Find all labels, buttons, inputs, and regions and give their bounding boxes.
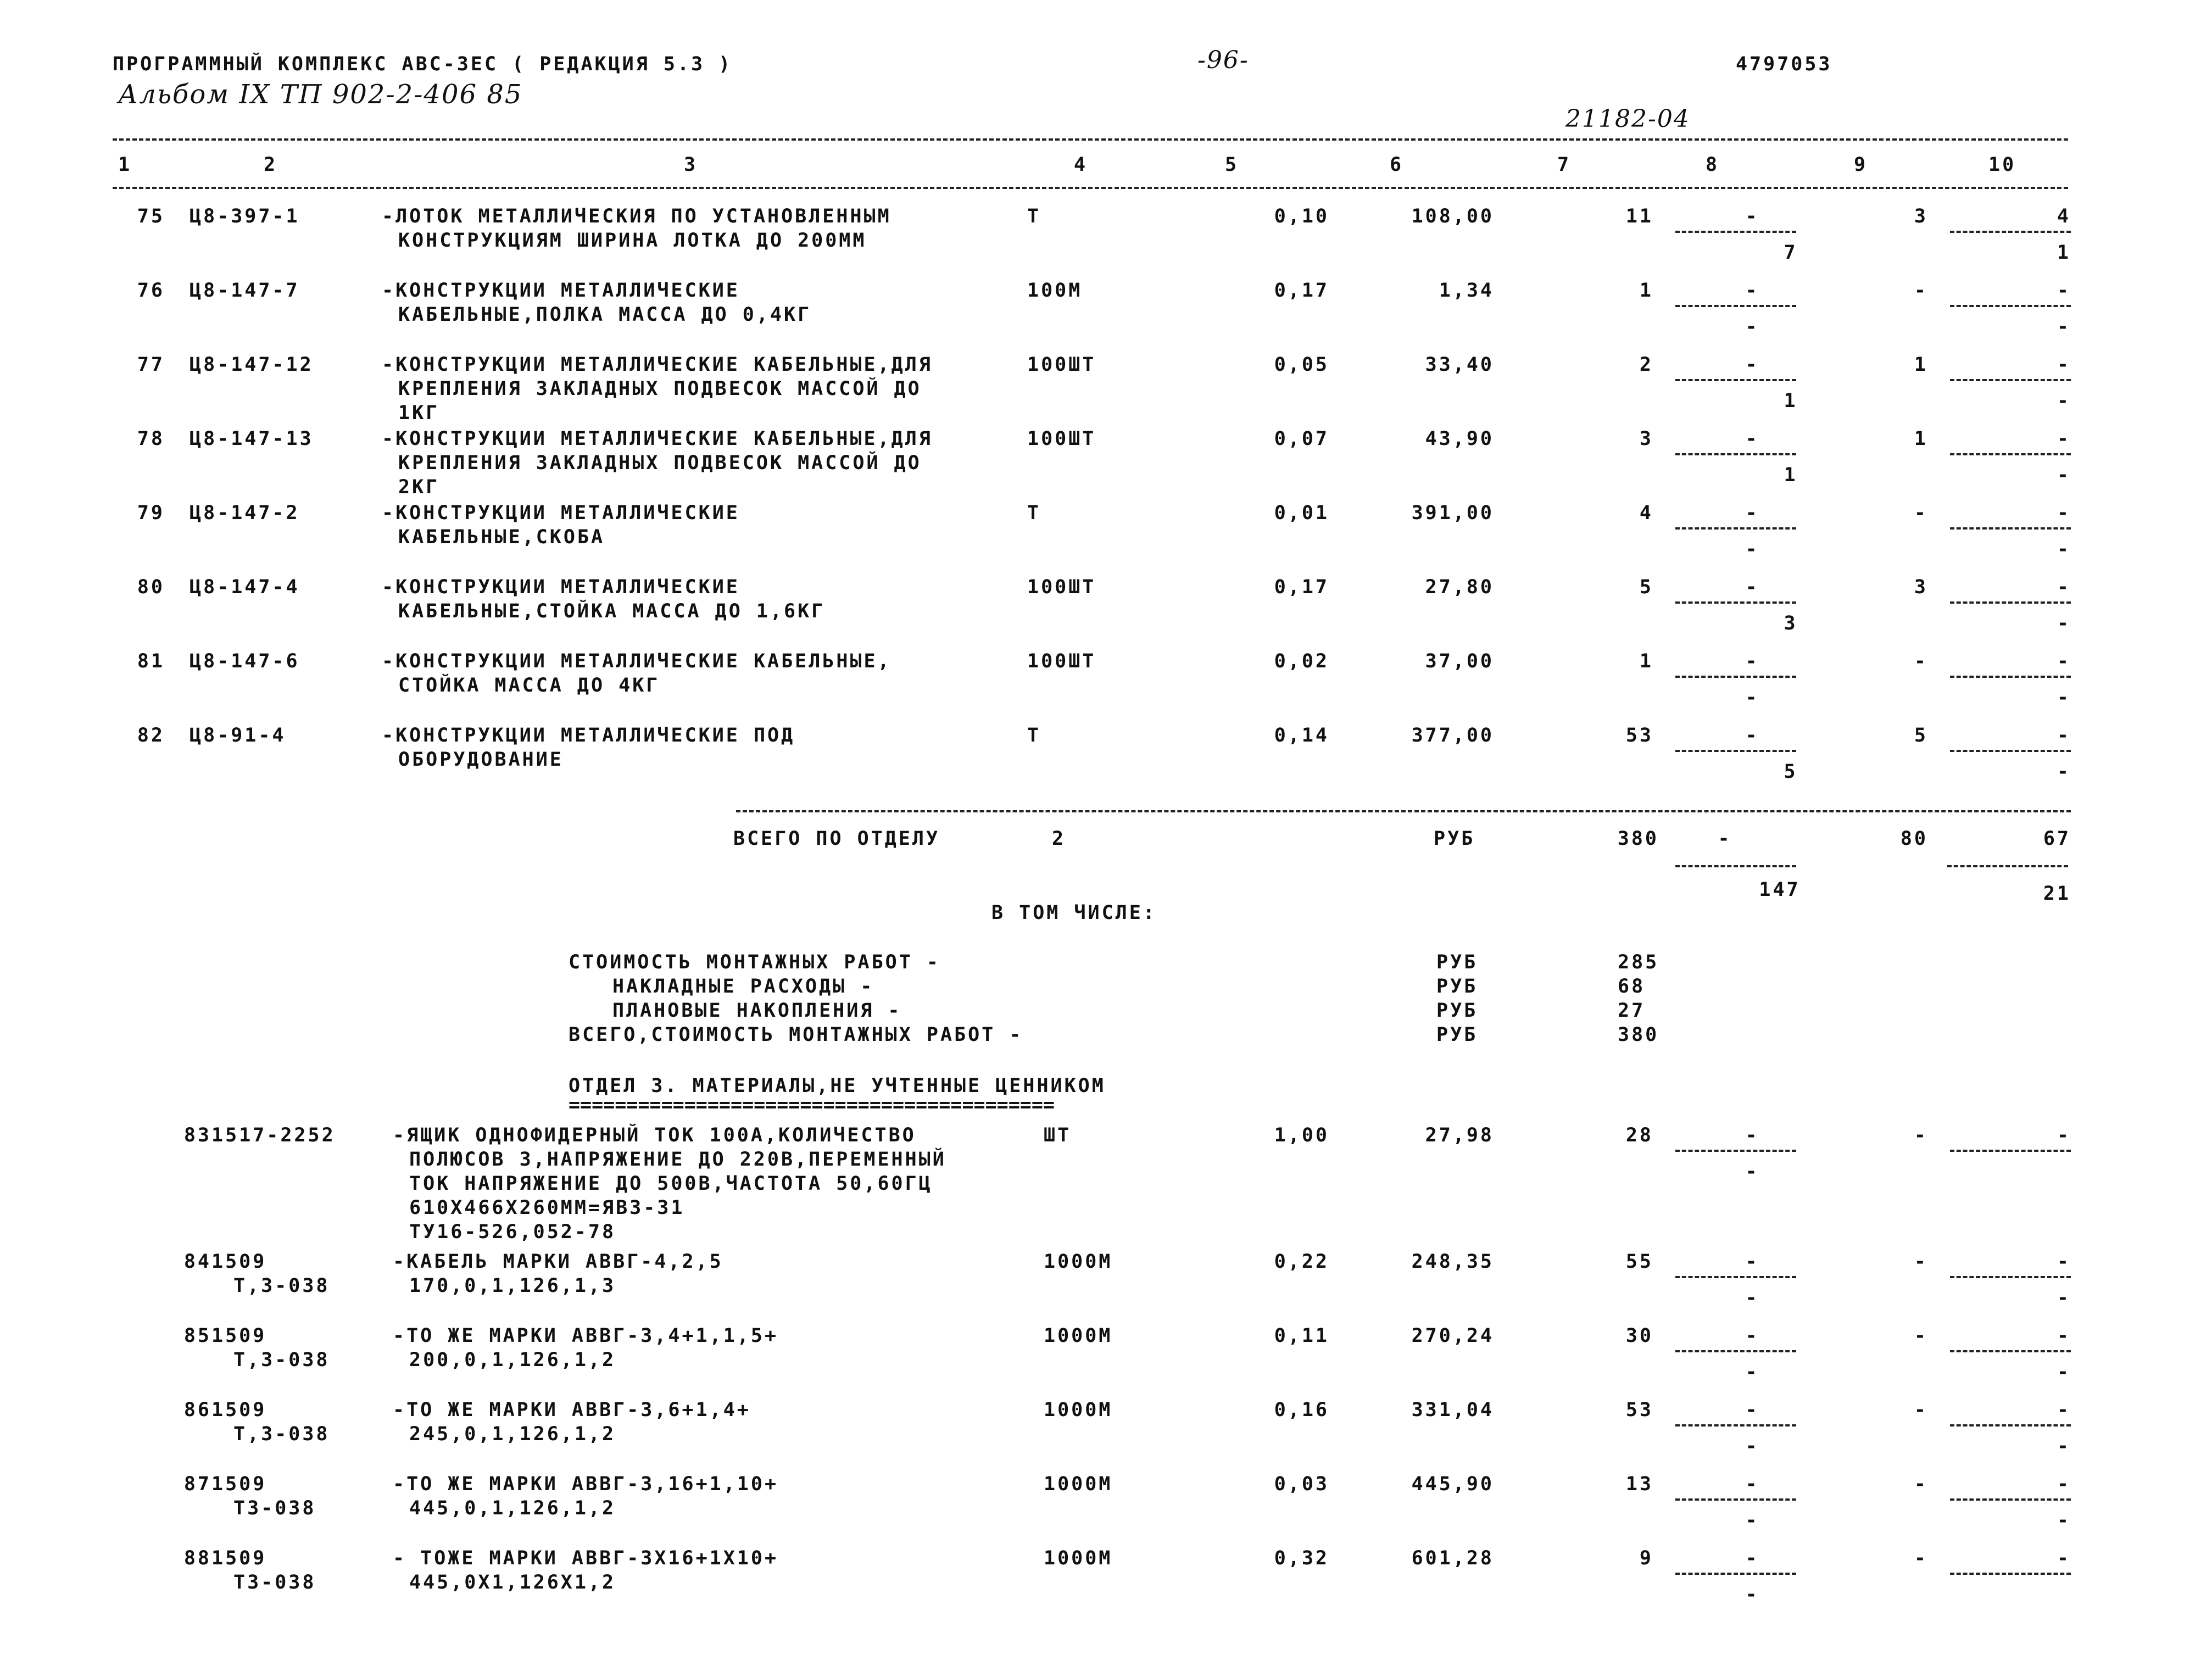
column-header-2: 2 bbox=[264, 154, 278, 176]
row-col8-top: - bbox=[1745, 1124, 1759, 1146]
row-col10-bottom: - bbox=[2057, 390, 2071, 412]
row-quantity: 0,22 bbox=[1274, 1251, 1329, 1273]
row-unit: 100ШТ bbox=[1027, 354, 1096, 376]
row-description: СТОЙКА МАССА ДО 4КГ bbox=[398, 675, 660, 696]
row-quantity: 0,07 bbox=[1274, 428, 1329, 450]
row-code: Т,3-038 bbox=[233, 1275, 330, 1297]
breakdown-label: НАКЛАДНЫЕ РАСХОДЫ - bbox=[612, 976, 874, 998]
total-rule bbox=[736, 810, 2071, 812]
row-col9: 1 bbox=[1914, 354, 1928, 376]
row-quantity: 0,16 bbox=[1274, 1399, 1329, 1421]
row-code: Ц8-397-1 bbox=[190, 205, 300, 227]
row-description: ТУ16-526,052-78 bbox=[409, 1221, 616, 1243]
row-col7: 1 bbox=[1639, 280, 1653, 302]
row-col10-bottom: - bbox=[2057, 538, 2071, 560]
row-unit-price: 331,04 bbox=[1411, 1399, 1494, 1421]
row-unit-price: 1,34 bbox=[1439, 280, 1494, 302]
row-code: Т3-038 bbox=[233, 1497, 316, 1519]
row-col9: - bbox=[1914, 1399, 1928, 1421]
row-col8-bottom: 7 bbox=[1784, 242, 1798, 264]
row-col8-bottom: - bbox=[1745, 1361, 1759, 1383]
row-description: 445,0,1,126,1,2 bbox=[409, 1497, 616, 1519]
row-col8-bottom: - bbox=[1745, 1509, 1759, 1531]
total-unit: РУБ bbox=[1434, 828, 1475, 850]
total-col8-rule bbox=[1675, 865, 1796, 867]
row-col10-bottom: 1 bbox=[2057, 242, 2071, 264]
row-col7: 30 bbox=[1625, 1325, 1653, 1347]
row-col8-top: - bbox=[1745, 354, 1759, 376]
row-col9: - bbox=[1914, 1325, 1928, 1347]
row-col10-top: - bbox=[2057, 1124, 2071, 1146]
row-unit-price: 248,35 bbox=[1411, 1251, 1494, 1273]
document-number: 4797053 bbox=[1736, 53, 1832, 75]
row-description: 610Х466Х260ММ=ЯВЗ-31 bbox=[409, 1197, 685, 1219]
row-col8-bottom: - bbox=[1745, 687, 1759, 709]
row-unit: 1000М bbox=[1044, 1325, 1113, 1347]
row-unit-price: 445,90 bbox=[1411, 1473, 1494, 1495]
row-description: -ЯЩИК ОДНОФИДЕРНЫЙ ТОК 100А,КОЛИЧЕСТВО bbox=[393, 1124, 916, 1146]
row-unit-price: 37,00 bbox=[1425, 650, 1494, 672]
row-code: Т3-038 bbox=[233, 1572, 316, 1593]
row-col8-bottom: - bbox=[1745, 1287, 1759, 1309]
row-col8-bottom: 3 bbox=[1784, 612, 1798, 634]
row-col8-top: - bbox=[1745, 205, 1759, 227]
row-description: -ТО ЖЕ МАРКИ АВВГ-3,4+1,1,5+ bbox=[393, 1325, 779, 1347]
row-col8-top: - bbox=[1745, 1251, 1759, 1273]
row-col8-rule bbox=[1675, 1498, 1796, 1501]
row-description: 1КГ bbox=[398, 402, 440, 424]
row-col10-bottom: - bbox=[2057, 1287, 2071, 1309]
row-description: 245,0,1,126,1,2 bbox=[409, 1423, 616, 1445]
row-col10-top: - bbox=[2057, 1399, 2071, 1421]
row-col9: - bbox=[1914, 1251, 1928, 1273]
row-col8-rule bbox=[1675, 1350, 1796, 1352]
row-unit-price: 270,24 bbox=[1411, 1325, 1494, 1347]
total-col8-bottom: 147 bbox=[1759, 879, 1801, 901]
row-quantity: 0,17 bbox=[1274, 280, 1329, 302]
row-col10-bottom: - bbox=[2057, 761, 2071, 783]
row-col8-top: - bbox=[1745, 428, 1759, 450]
row-col9: - bbox=[1914, 1547, 1928, 1569]
row-col7: 3 bbox=[1639, 428, 1653, 450]
column-header-6: 6 bbox=[1390, 154, 1404, 176]
row-number: 79 bbox=[137, 502, 165, 524]
row-col10-top: - bbox=[2057, 354, 2071, 376]
row-number: 85 bbox=[183, 1325, 211, 1347]
row-unit: 1000М bbox=[1044, 1251, 1113, 1273]
section-underline: ========================================== bbox=[569, 1094, 1055, 1116]
row-description: КРЕПЛЕНИЯ ЗАКЛАДНЫХ ПОДВЕСОК МАССОЙ ДО bbox=[398, 452, 922, 474]
row-col8-top: - bbox=[1745, 1547, 1759, 1569]
breakdown-unit: РУБ bbox=[1436, 1000, 1478, 1022]
row-col10-bottom: - bbox=[2057, 612, 2071, 634]
row-description: КАБЕЛЬНЫЕ,СКОБА bbox=[398, 526, 605, 548]
column-header-9: 9 bbox=[1854, 154, 1868, 176]
breakdown-value: 68 bbox=[1618, 976, 1646, 998]
row-col8-rule bbox=[1675, 305, 1796, 307]
column-header-5: 5 bbox=[1225, 154, 1239, 176]
row-description: -ТО ЖЕ МАРКИ АВВГ-3,16+1,10+ bbox=[393, 1473, 779, 1495]
total-col10-bottom: 21 bbox=[2043, 883, 2071, 905]
row-col10-rule bbox=[1950, 1276, 2071, 1278]
row-col10-rule bbox=[1950, 379, 2071, 381]
row-col8-rule bbox=[1675, 1424, 1796, 1426]
row-col7: 9 bbox=[1639, 1547, 1653, 1569]
row-number: 88 bbox=[183, 1547, 211, 1569]
row-col8-rule bbox=[1675, 379, 1796, 381]
row-quantity: 0,10 bbox=[1274, 205, 1329, 227]
row-description: 445,0Х1,126Х1,2 bbox=[409, 1572, 616, 1593]
row-col10-top: - bbox=[2057, 502, 2071, 524]
row-col10-rule bbox=[1950, 601, 2071, 604]
row-description: -КОНСТРУКЦИИ МЕТАЛЛИЧЕСКИЕ ПОД bbox=[382, 725, 795, 746]
row-col10-bottom: - bbox=[2057, 464, 2071, 486]
row-col8-top: - bbox=[1745, 280, 1759, 302]
row-col8-bottom: - bbox=[1745, 1584, 1759, 1606]
row-number: 84 bbox=[183, 1251, 211, 1273]
breakdown-unit: РУБ bbox=[1436, 976, 1478, 998]
row-col10-rule bbox=[1950, 1424, 2071, 1426]
section-title: ОТДЕЛ 3. МАТЕРИАЛЫ,НЕ УЧТЕННЫЕ ЦЕННИКОМ bbox=[569, 1075, 1106, 1097]
breakdown-value: 27 bbox=[1618, 1000, 1646, 1022]
row-col8-bottom: 1 bbox=[1784, 464, 1798, 486]
breakdown-unit: РУБ bbox=[1436, 1024, 1478, 1046]
total-label: ВСЕГО ПО ОТДЕЛУ bbox=[733, 828, 940, 850]
row-quantity: 0,32 bbox=[1274, 1547, 1329, 1569]
row-quantity: 0,14 bbox=[1274, 725, 1329, 746]
row-code: Ц8-147-2 bbox=[190, 502, 300, 524]
row-col8-bottom: - bbox=[1745, 1161, 1759, 1183]
row-col8-top: - bbox=[1745, 502, 1759, 524]
row-col8-rule bbox=[1675, 1573, 1796, 1575]
row-number: 75 bbox=[137, 205, 165, 227]
row-code: Ц8-147-4 bbox=[190, 576, 300, 598]
row-col8-top: - bbox=[1745, 1473, 1759, 1495]
row-col7: 4 bbox=[1639, 502, 1653, 524]
row-number: 76 bbox=[137, 280, 165, 302]
total-col10-top: 67 bbox=[2043, 828, 2071, 850]
row-quantity: 0,03 bbox=[1274, 1473, 1329, 1495]
sheet-code: 21182-04 bbox=[1565, 105, 1690, 133]
row-unit: 1000М bbox=[1044, 1473, 1113, 1495]
row-description: -КОНСТРУКЦИИ МЕТАЛЛИЧЕСКИЕ bbox=[382, 502, 740, 524]
breakdown-label: ПЛАНОВЫЕ НАКОПЛЕНИЯ - bbox=[612, 1000, 902, 1022]
row-col10-top: - bbox=[2057, 1547, 2071, 1569]
row-col9: 3 bbox=[1914, 205, 1928, 227]
row-number: 87 bbox=[183, 1473, 211, 1495]
header-rule-top bbox=[113, 138, 2068, 141]
row-unit-price: 391,00 bbox=[1411, 502, 1494, 524]
row-col8-top: - bbox=[1745, 576, 1759, 598]
row-description: КОНСТРУКЦИЯМ ШИРИНА ЛОТКА ДО 200ММ bbox=[398, 230, 867, 252]
row-col10-rule bbox=[1950, 676, 2071, 678]
row-col10-rule bbox=[1950, 527, 2071, 530]
row-col9: 5 bbox=[1914, 725, 1928, 746]
row-description: -КОНСТРУКЦИИ МЕТАЛЛИЧЕСКИЕ bbox=[382, 280, 740, 302]
row-col8-bottom: 1 bbox=[1784, 390, 1798, 412]
row-col7: 5 bbox=[1639, 576, 1653, 598]
row-col8-bottom: - bbox=[1745, 316, 1759, 338]
row-col9: - bbox=[1914, 1473, 1928, 1495]
row-col10-top: - bbox=[2057, 1251, 2071, 1273]
row-col10-bottom: - bbox=[2057, 687, 2071, 709]
row-number: 77 bbox=[137, 354, 165, 376]
row-col10-top: - bbox=[2057, 1325, 2071, 1347]
row-number: 86 bbox=[183, 1399, 211, 1421]
row-number: 80 bbox=[137, 576, 165, 598]
row-description: -ЛОТОК МЕТАЛЛИЧЕСКИЯ ПО УСТАНОВЛЕННЫМ bbox=[382, 205, 892, 227]
row-quantity: 0,17 bbox=[1274, 576, 1329, 598]
row-code: 1509 bbox=[211, 1399, 267, 1421]
row-code: Ц8-147-7 bbox=[190, 280, 300, 302]
column-header-1: 1 bbox=[118, 154, 132, 176]
row-col10-top: - bbox=[2057, 650, 2071, 672]
row-description: - ТОЖЕ МАРКИ АВВГ-3Х16+1Х10+ bbox=[393, 1547, 779, 1569]
row-col7: 13 bbox=[1625, 1473, 1653, 1495]
breakdown-unit: РУБ bbox=[1436, 951, 1478, 973]
row-unit-price: 43,90 bbox=[1425, 428, 1494, 450]
total-col10-rule bbox=[1947, 865, 2068, 867]
row-col10-rule bbox=[1950, 305, 2071, 307]
row-code: Ц8-147-12 bbox=[190, 354, 314, 376]
row-code: 1509 bbox=[211, 1251, 267, 1273]
row-col8-rule bbox=[1675, 1276, 1796, 1278]
row-col10-rule bbox=[1950, 1498, 2071, 1501]
breakdown-value: 380 bbox=[1618, 1024, 1659, 1046]
row-col8-bottom: - bbox=[1745, 1435, 1759, 1457]
row-col10-top: - bbox=[2057, 725, 2071, 746]
row-col8-rule bbox=[1675, 231, 1796, 233]
header-rule-bottom bbox=[113, 187, 2068, 189]
row-col8-top: - bbox=[1745, 1399, 1759, 1421]
row-col9: 3 bbox=[1914, 576, 1928, 598]
row-col10-bottom: - bbox=[2057, 316, 2071, 338]
row-col7: 53 bbox=[1625, 1399, 1653, 1421]
row-unit-price: 108,00 bbox=[1411, 205, 1494, 227]
row-unit: Т bbox=[1027, 205, 1041, 227]
row-code: 1509 bbox=[211, 1325, 267, 1347]
row-description: -ТО ЖЕ МАРКИ АВВГ-3,6+1,4+ bbox=[393, 1399, 751, 1421]
total-col8-top: - bbox=[1718, 828, 1732, 850]
row-unit: 100ШТ bbox=[1027, 650, 1096, 672]
row-number: 78 bbox=[137, 428, 165, 450]
row-col10-rule bbox=[1950, 231, 2071, 233]
row-quantity: 0,01 bbox=[1274, 502, 1329, 524]
column-header-4: 4 bbox=[1074, 154, 1088, 176]
row-unit-price: 601,28 bbox=[1411, 1547, 1494, 1569]
row-code: 1509 bbox=[211, 1547, 267, 1569]
row-code: 1517-2252 bbox=[211, 1124, 336, 1146]
row-number: 82 bbox=[137, 725, 165, 746]
row-unit: Т bbox=[1027, 502, 1041, 524]
column-header-3: 3 bbox=[684, 154, 698, 176]
row-col7: 55 bbox=[1625, 1251, 1653, 1273]
row-code: Ц8-147-6 bbox=[190, 650, 300, 672]
row-col10-rule bbox=[1950, 1573, 2071, 1575]
row-quantity: 1,00 bbox=[1274, 1124, 1329, 1146]
row-unit: 1000М bbox=[1044, 1399, 1113, 1421]
row-unit: 100М bbox=[1027, 280, 1083, 302]
including-label: В ТОМ ЧИСЛЕ: bbox=[991, 902, 1157, 924]
column-header-8: 8 bbox=[1706, 154, 1720, 176]
row-col8-rule bbox=[1675, 750, 1796, 752]
row-description: 170,0,1,126,1,3 bbox=[409, 1275, 616, 1297]
row-code: Т,3-038 bbox=[233, 1349, 330, 1371]
row-col10-rule bbox=[1950, 1350, 2071, 1352]
row-col9: - bbox=[1914, 280, 1928, 302]
row-col9: - bbox=[1914, 1124, 1928, 1146]
column-header-7: 7 bbox=[1557, 154, 1572, 176]
row-unit: 100ШТ bbox=[1027, 576, 1096, 598]
row-code: Ц8-147-13 bbox=[190, 428, 314, 450]
row-col8-rule bbox=[1675, 527, 1796, 530]
row-col8-bottom: 5 bbox=[1784, 761, 1798, 783]
row-unit-price: 33,40 bbox=[1425, 354, 1494, 376]
row-col9: - bbox=[1914, 502, 1928, 524]
page-number: -96- bbox=[1197, 46, 1249, 74]
row-col9: 1 bbox=[1914, 428, 1928, 450]
row-col8-rule bbox=[1675, 453, 1796, 455]
row-number: 83 bbox=[183, 1124, 211, 1146]
row-unit: ШТ bbox=[1044, 1124, 1072, 1146]
total-col9: 80 bbox=[1900, 828, 1928, 850]
row-col7: 2 bbox=[1639, 354, 1653, 376]
row-description: КАБЕЛЬНЫЕ,ПОЛКА МАССА ДО 0,4КГ bbox=[398, 304, 812, 326]
row-col8-rule bbox=[1675, 601, 1796, 604]
row-col8-rule bbox=[1675, 676, 1796, 678]
row-description: КРЕПЛЕНИЯ ЗАКЛАДНЫХ ПОДВЕСОК МАССОЙ ДО bbox=[398, 378, 922, 400]
row-description: ТОК НАПРЯЖЕНИЕ ДО 500В,ЧАСТОТА 50,60ГЦ bbox=[409, 1173, 933, 1195]
breakdown-label: ВСЕГО,СТОИМОСТЬ МОНТАЖНЫХ РАБОТ - bbox=[569, 1024, 1023, 1046]
album-note: Альбом IX ТП 902-2-406 85 bbox=[118, 79, 523, 110]
row-unit-price: 377,00 bbox=[1411, 725, 1494, 746]
row-code: Т,3-038 bbox=[233, 1423, 330, 1445]
program-title: ПРОГРАММНЫЙ КОМПЛЕКС АВС-ЗЕС ( РЕДАКЦИЯ 5.3 ) bbox=[113, 53, 733, 75]
row-description: КАБЕЛЬНЫЕ,СТОЙКА МАССА ДО 1,6КГ bbox=[398, 600, 826, 622]
row-col10-bottom: - bbox=[2057, 1361, 2071, 1383]
row-description: -КОНСТРУКЦИИ МЕТАЛЛИЧЕСКИЕ bbox=[382, 576, 740, 598]
row-col10-rule bbox=[1950, 453, 2071, 455]
row-description: -КАБЕЛЬ МАРКИ АВВГ-4,2,5 bbox=[393, 1251, 723, 1273]
row-code: Ц8-91-4 bbox=[190, 725, 286, 746]
row-col7: 28 bbox=[1625, 1124, 1653, 1146]
row-col10-top: - bbox=[2057, 280, 2071, 302]
row-col10-bottom: - bbox=[2057, 1435, 2071, 1457]
row-col8-top: - bbox=[1745, 650, 1759, 672]
row-col10-rule bbox=[1950, 750, 2071, 752]
row-col10-bottom: - bbox=[2057, 1509, 2071, 1531]
row-description: -КОНСТРУКЦИИ МЕТАЛЛИЧЕСКИЕ КАБЕЛЬНЫЕ,ДЛЯ bbox=[382, 428, 933, 450]
row-quantity: 0,11 bbox=[1274, 1325, 1329, 1347]
row-code: 1509 bbox=[211, 1473, 267, 1495]
total-col7: 380 bbox=[1617, 828, 1659, 850]
breakdown-value: 285 bbox=[1618, 951, 1659, 973]
row-col7: 1 bbox=[1639, 650, 1653, 672]
row-col10-top: - bbox=[2057, 576, 2071, 598]
column-header-10: 10 bbox=[1988, 154, 2016, 176]
row-description: -КОНСТРУКЦИИ МЕТАЛЛИЧЕСКИЕ КАБЕЛЬНЫЕ,ДЛЯ bbox=[382, 354, 933, 376]
row-col8-top: - bbox=[1745, 1325, 1759, 1347]
row-number: 81 bbox=[137, 650, 165, 672]
row-description: ОБОРУДОВАНИЕ bbox=[398, 749, 564, 771]
row-quantity: 0,02 bbox=[1274, 650, 1329, 672]
row-unit: Т bbox=[1027, 725, 1041, 746]
row-col8-rule bbox=[1675, 1150, 1796, 1152]
row-col8-top: - bbox=[1745, 725, 1759, 746]
breakdown-label: СТОИМОСТЬ МОНТАЖНЫХ РАБОТ - bbox=[569, 951, 940, 973]
row-col10-top: 4 bbox=[2057, 205, 2071, 227]
row-unit-price: 27,80 bbox=[1425, 576, 1494, 598]
row-col9: - bbox=[1914, 650, 1928, 672]
row-unit: 1000М bbox=[1044, 1547, 1113, 1569]
row-unit-price: 27,98 bbox=[1425, 1124, 1494, 1146]
row-description: ПОЛЮСОВ 3,НАПРЯЖЕНИЕ ДО 220В,ПЕРЕМЕННЫЙ bbox=[409, 1149, 946, 1171]
row-col8-bottom: - bbox=[1745, 538, 1759, 560]
row-col10-top: - bbox=[2057, 1473, 2071, 1495]
row-col10-rule bbox=[1950, 1150, 2071, 1152]
row-col7: 53 bbox=[1625, 725, 1653, 746]
row-unit: 100ШТ bbox=[1027, 428, 1096, 450]
total-col4: 2 bbox=[1052, 828, 1066, 850]
row-quantity: 0,05 bbox=[1274, 354, 1329, 376]
row-description: 2КГ bbox=[398, 476, 440, 498]
row-col7: 11 bbox=[1625, 205, 1653, 227]
row-description: -КОНСТРУКЦИИ МЕТАЛЛИЧЕСКИЕ КАБЕЛЬНЫЕ, bbox=[382, 650, 892, 672]
row-description: 200,0,1,126,1,2 bbox=[409, 1349, 616, 1371]
row-col10-top: - bbox=[2057, 428, 2071, 450]
